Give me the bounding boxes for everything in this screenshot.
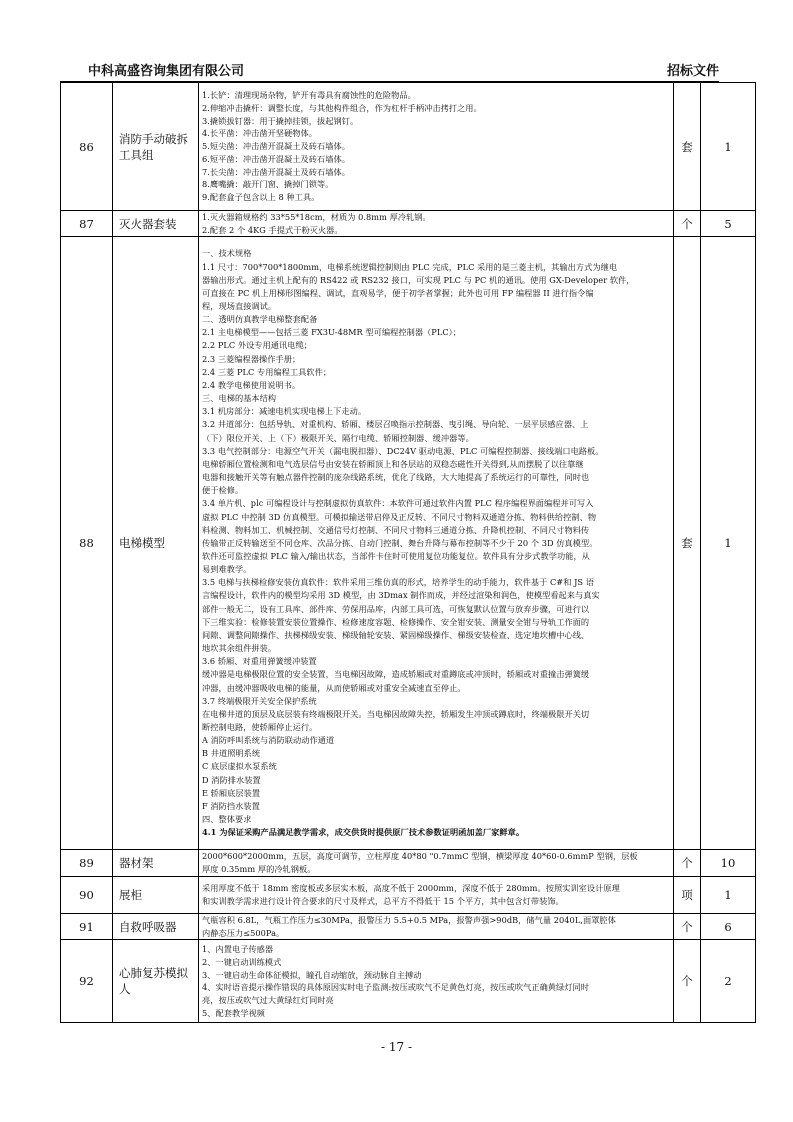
spec-line: 9.配套盒子包含以上 8 种工具。 [202, 191, 320, 202]
spec-line: 2.3 三菱编程器操作手册； [202, 353, 301, 364]
spec-line: 3.1 机房部分：减速电机实现电梯上下走动。 [202, 406, 367, 417]
item-unit: 个 [674, 940, 701, 1023]
spec-line: C 底层虚拟水泵系统 [202, 761, 277, 772]
table-row [61, 237, 756, 850]
item-name: 灭火器套装 [113, 211, 199, 237]
spec-line: 传输带正反转输送至不同仓库、次品分拣、自动门控制、舞台升降与幕布控制等不少于 20 个 3D 仿真模型。 [202, 537, 598, 548]
spec-line: 2、一键启动训练模式 [202, 956, 282, 967]
spec-line: 采用厚度不低于 18mm 密度板或多层实木板，高度不低于 2000mm，深度不低于 280mm。按照实训室设计原理 [202, 883, 620, 894]
item-name: 消防手动破拆工具组 [113, 83, 199, 211]
spec-line: 5、配套教学视频 [202, 1007, 265, 1018]
item-specification [199, 237, 674, 850]
item-unit: 项 [674, 876, 701, 913]
spec-line: （下）限位开关、上（下）极限开关、隔行电缆、轿厢控制器、缓冲器等。 [202, 432, 474, 443]
spec-line: 5.短尖凿：冲击凿开混凝土及砖石墙体。 [202, 141, 350, 152]
item-number: 87 [61, 211, 113, 237]
item-number: 86 [61, 83, 113, 211]
item-specification [199, 940, 674, 1023]
spec-line: 内静态压力≤500Pa。 [202, 927, 285, 938]
item-number: 91 [61, 913, 113, 939]
spec-line: 电器和接触开关等有触点器件控制的庞杂线路系统，优化了线路，大大地提高了系统运行的可靠性，同时也 [202, 472, 590, 483]
spec-line: 亮，按压或吹气过大黄绿红灯同时亮 [202, 994, 334, 1005]
spec-line: 1.灭火器箱规格约 33*55*18cm，材质为 0.8mm 厚冷轧钢。 [202, 212, 431, 222]
item-quantity: 6 [701, 913, 756, 939]
spec-line: 2000*600*2000mm，五层，高度可调节，立柱厚度 40*80 "0.7mmC 型钢，横梁厚度 40*60-0.6mmP 型钢，层板 [202, 851, 638, 862]
item-unit: 套 [674, 237, 701, 850]
spec-line: 器输出形式。通过主机上配有的 RS422 或 RS232 接口，可实现 PLC 与 PC 机的通讯。使用 GX-Developer 软件， [202, 274, 635, 285]
spec-line: 二、透明仿真教学电梯整套配备 [202, 314, 318, 325]
spec-line: 气瓶容积 6.8L，气瓶工作压力≤30MPa，报警压力 5.5+0.5 MPa，报警声强>90dB，储气量 2040L,面罩腔体 [202, 914, 616, 925]
spec-line: 8.鹰嘴撬：敲开门窗、撬掉门锁等。 [202, 179, 334, 190]
spec-line: B 井道照明系统 [202, 748, 261, 759]
spec-line: 3.2 井道部分：包括导轨、对重机构、轿厢、楼层召唤指示控制器、曳引绳、导向轮、一层平层感应器、上 [202, 419, 589, 430]
item-quantity: 1 [701, 83, 756, 211]
spec-line: 易到难教学。 [202, 564, 252, 575]
page-header [60, 63, 719, 82]
spec-line: 3.撬锁拔钉器：用于撬掉挂锁，拔起钢钉。 [202, 115, 359, 126]
item-unit: 个 [674, 850, 701, 876]
item-number: 89 [61, 850, 113, 876]
item-quantity: 2 [701, 940, 756, 1023]
table-row [61, 850, 756, 876]
item-specification [199, 83, 674, 211]
spec-line: 和实训教学需求进行设计符合要求的尺寸及样式，总平方不得低于 15 个平方，其中包含灯带装饰。 [202, 895, 564, 906]
spec-line: 程，现场直接调试。 [202, 301, 277, 312]
specification-table [60, 82, 756, 1023]
spec-line: 1.1 尺寸：700*700*1800mm，电梯系统逻辑控制则由 PLC 完成，PLC 采用的是三菱主机，其输出方式为继电 [202, 261, 618, 272]
spec-line: 3.7 终端极限开关安全保护系统 [202, 695, 317, 706]
item-quantity: 1 [701, 876, 756, 913]
table-row [61, 876, 756, 913]
spec-line: 地坎其余组件拼装。 [202, 643, 277, 654]
spec-line: 一、技术规格 [202, 248, 252, 259]
spec-line: 2.4 教学电梯使用说明书。 [202, 379, 301, 390]
table-row [61, 83, 756, 211]
item-name: 心肺复苏模拟人 [113, 940, 199, 1023]
spec-line: A 消防呼叫系统与消防联动动作通道 [202, 735, 335, 746]
table-row [61, 211, 756, 237]
item-number: 92 [61, 940, 113, 1023]
table-row [61, 940, 756, 1023]
spec-line: E 轿厢底层装置 [202, 787, 261, 798]
item-quantity: 10 [701, 850, 756, 876]
item-unit: 套 [674, 83, 701, 211]
spec-line: 料检测、物料加工、机械控制、交通信号灯控制、不同尺寸物料三通道分拣、升降机控制、不同尺寸物料传 [202, 524, 590, 535]
spec-line: 6.短平凿：冲击凿开混凝土及砖石墙体。 [202, 153, 350, 164]
item-name: 自救呼吸器 [113, 913, 199, 939]
spec-line: 4、实时语音提示操作错误的具体原因实时电子监测:按压或吹气不足黄色灯亮，按压或吹气正确黄绿灯同时 [202, 982, 589, 993]
spec-line: 1.长铲：清理现场杂物，铲开有毒具有腐蚀性的危险物品。 [202, 90, 416, 101]
item-quantity: 1 [701, 237, 756, 850]
spec-line: 间隙、调整间隙操作、扶梯梯级安装、梯级轴轮安装、紧固梯级操作、梯级安装检查、选定地坎槽中心线、 [202, 629, 590, 640]
spec-line: 3.3 电气控制部分：电源空气开关（漏电脱扣器）、DC24V 驱动电源、PLC 可编程控制器、接线端口电路板。 [202, 445, 604, 456]
spec-line: 部件一般无二，设有工具库、部件库、劳保用品库，内部工具可选，可恢复默认位置与放弃步骤，可进行以 [202, 603, 590, 614]
spec-line: 在电梯井道的顶层及底层装有终端极限开关。当电梯因故障失控，轿厢发生冲顶或蹲底时，终端极限开关切 [202, 708, 590, 719]
spec-line: 2.4 三菱 PLC 专用编程工具软件； [202, 366, 332, 377]
item-number: 88 [61, 237, 113, 850]
spec-line: F 消防挡水装置 [202, 800, 260, 811]
spec-line: 3.4 单片机、plc 可编程设计与控制虚拟仿真软件：本软件可通过软件内置 PLC 程序编程界面编程并可写入 [202, 498, 594, 509]
spec-line: 便于检修。 [202, 485, 244, 496]
spec-line: 4.1 为保证采购产品满足教学需求，成交供货时提供原厂技术参数证明函加盖厂家鲜章。 [202, 827, 525, 838]
item-specification [199, 913, 674, 939]
spec-line: 厚度 0.35mm 厚的冷轧钢板。 [202, 864, 316, 875]
table-row [61, 913, 756, 939]
spec-line: 4.长平凿：冲击凿开坚硬物体。 [202, 128, 317, 139]
item-number: 90 [61, 876, 113, 913]
spec-line: 软件还可监控虚拟 PLC 输入/输出状态，当部件卡住时可使用复位功能复位。软件具有分步式教学功能，从 [202, 550, 590, 561]
document-type: 招标文件 [666, 64, 719, 79]
spec-line: 冲器，由缓冲器吸收电梯的能量，从而使轿厢或对重安全减速直至停止。 [202, 682, 466, 693]
spec-line: 言编程设计，软件内的模型均采用 3D 模型，由 3Dmax 制作而成，并经过渲染和润色，使模型看起来与真实 [202, 590, 600, 601]
spec-line: 2.配套 2 个 4KG 手提式干粉灭火器。 [202, 224, 343, 235]
spec-line: 3.5 电梯与扶梯检修安装仿真软件：软件采用三维仿真的形式，培养学生的动手能力，软件基于 C#和 JS 语 [202, 577, 594, 588]
spec-line: D 消防排水装置 [202, 774, 261, 785]
spec-line: 2.1 主电梯模型——包括三菱 FX3U-48MR 型可编程控制器（PLC）； [202, 327, 462, 338]
spec-line: 电梯轿厢位置检测和电气选层信号由安装在轿厢顶上和各层站的双稳态磁性开关得到,从而摆脱了以往靠继 [202, 458, 584, 469]
spec-line: 2.伸缩冲击撬杆：调整长度，与其他构件组合，作为杠杆手柄冲击拷打之用。 [202, 103, 482, 114]
spec-line: 下三维实验：检修装置安装位置操作、检修速度容题、检修操作、安全钳安装、测量安全钳与导轨工作面的 [202, 616, 590, 627]
item-quantity: 5 [701, 211, 756, 237]
spec-line: 2.2 PLC 外设专用通讯电缆； [202, 340, 312, 351]
spec-line: 四、整体要求 [202, 814, 252, 825]
item-specification [199, 876, 674, 913]
item-unit: 个 [674, 913, 701, 939]
page-number: - 17 - [380, 1040, 412, 1054]
item-unit: 个 [674, 211, 701, 237]
item-specification [199, 211, 674, 237]
spec-line: 3.6 轿厢、对重用弹簧缓冲装置 [202, 656, 317, 667]
spec-line: 断控制电路，使轿厢停止运行。 [202, 722, 318, 733]
item-name: 电梯模型 [113, 237, 199, 850]
spec-line: 缓冲器是电梯极限位置的安全装置，当电梯因故障，造成轿厢或对重蹲底或冲顶时，轿厢或对重撞击弹簧缓 [202, 669, 590, 680]
spec-line: 1、内置电子传感器 [202, 944, 274, 955]
company-name: 中科高盛咨询集团有限公司 [88, 64, 245, 79]
spec-line: 3、一键启动生命体征模拟，瞳孔自动缩放，颈动脉自主搏动 [202, 969, 422, 980]
spec-line: 虚拟 PLC 中控制 3D 仿真模型。可模拟输送带启停及正反转、不同尺寸物料双通道分拣、物料供给控制、物 [202, 511, 597, 522]
item-name: 器材架 [113, 850, 199, 876]
spec-line: 7.长尖凿：冲击凿开混凝土及砖石墙体。 [202, 166, 350, 177]
spec-line: 可直接在 PC 机上用梯形图编程、调试，直观易学，便于初学者掌握；此外也可用 FP 编程器 II 进行指令编 [202, 287, 594, 298]
spec-line: 三、电梯的基本结构 [202, 393, 277, 404]
item-name: 展柜 [113, 876, 199, 913]
item-specification [199, 850, 674, 876]
